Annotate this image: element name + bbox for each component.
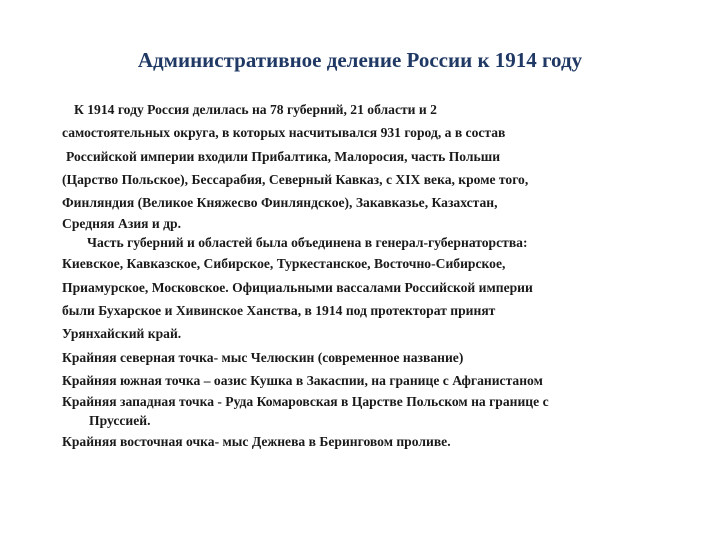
body-line: Крайняя южная точка – оазис Кушка в Закаспии, на границе с Афганистаном [62, 372, 543, 388]
body-line: самостоятельных округа, в которых насчитывался 931 город, а в состав [62, 125, 506, 141]
body-line: Средняя Азия и др. [62, 216, 181, 232]
body-line: Урянхайский край. [62, 326, 182, 342]
body-line: Крайняя восточная очка- мыс Дежнева в Беринговом проливе. [62, 434, 451, 450]
body-line: Российской империи входили Прибалтика, Малоросия, часть Польши [66, 148, 501, 164]
body-line: К 1914 году Россия делилась на 78 губерний, 21 области и 2 [74, 102, 437, 117]
body-line: Пруссией. [89, 413, 151, 429]
body-line: Приамурское, Московское. Официальными вассалами Российской империи [62, 279, 533, 295]
body-line: были Бухарское и Хивинское Ханства, в 1914 под протекторат принят [62, 303, 496, 319]
body-line: Крайняя северная точка- мыс Челюскин (современное название) [62, 349, 464, 365]
body-line: (Царство Польское), Бессарабия, Северный Кавказ, с XIX века, кроме того, [62, 171, 529, 187]
slide-body [62, 98, 702, 454]
body-line: Крайняя западная точка - Руда Комаровская в Царстве Польском на границе с [62, 394, 549, 410]
body-line: Киевское, Кавказское, Сибирское, Туркестанское, Восточно-Сибирское, [62, 256, 506, 272]
body-line: Часть губерний и областей была объединена в генерал-губернаторства: [87, 235, 528, 251]
slide-title: Административное деление России к 1914 году [137, 48, 583, 72]
body-line: Финляндия (Великое Княжесво Финляндское), Закавказье, Казахстан, [62, 195, 498, 211]
